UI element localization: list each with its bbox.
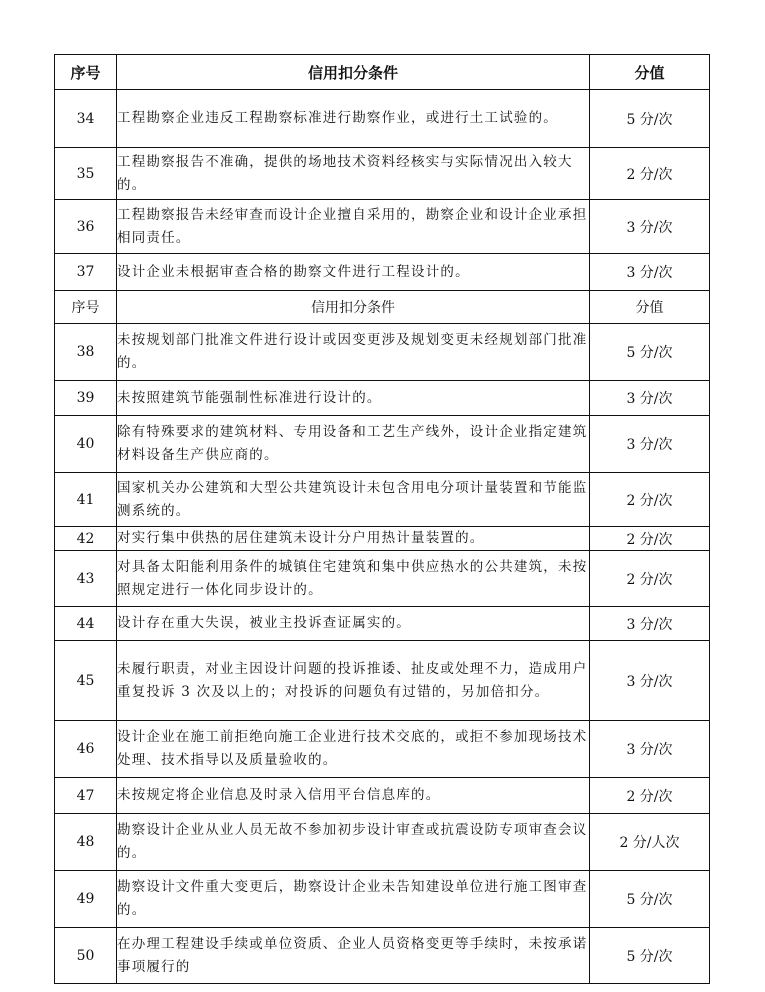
row-score: 5 分/次 (590, 324, 710, 381)
table-row (55, 324, 710, 381)
row-no: 45 (55, 641, 117, 721)
row-no: 42 (55, 527, 117, 551)
table-row (55, 254, 710, 291)
header-no: 序号 (55, 55, 117, 90)
row-condition: 除有特殊要求的建筑材料、专用设备和工艺生产线外，设计企业指定建筑材料设备生产供应商的。 (117, 416, 590, 473)
row-score: 5 分/次 (590, 90, 710, 148)
row-score: 2 分/次 (590, 778, 710, 814)
row-score: 2 分/人次 (590, 814, 710, 871)
table-header-row (55, 55, 710, 90)
row-score: 5 分/次 (590, 928, 710, 984)
row-score: 5 分/次 (590, 871, 710, 928)
table-row (55, 721, 710, 778)
row-condition: 国家机关办公建筑和大型公共建筑设计未包含用电分项计量装置和节能监测系统的。 (117, 473, 590, 527)
row-score: 2 分/次 (590, 473, 710, 527)
table-row (55, 641, 710, 721)
table-row (55, 90, 710, 148)
table-row (55, 607, 710, 641)
row-no: 50 (55, 928, 117, 984)
row-no: 46 (55, 721, 117, 778)
row-score: 2 分/次 (590, 527, 710, 551)
row-no: 35 (55, 148, 117, 200)
row-no: 49 (55, 871, 117, 928)
row-condition: 工程勘察报告未经审查而设计企业擅自采用的，勘察企业和设计企业承担相同责任。 (117, 200, 590, 254)
subheader-score: 分值 (590, 291, 710, 324)
row-no: 47 (55, 778, 117, 814)
table-row (55, 473, 710, 527)
row-condition: 未按照建筑节能强制性标准进行设计的。 (117, 381, 590, 416)
table-row (55, 778, 710, 814)
row-condition: 在办理工程建设手续或单位资质、企业人员资格变更等手续时，未按承诺事项履行的 (117, 928, 590, 984)
row-condition: 设计存在重大失误，被业主投诉查证属实的。 (117, 607, 590, 641)
row-no: 41 (55, 473, 117, 527)
row-condition: 对实行集中供热的居住建筑未设计分户用热计量装置的。 (117, 527, 590, 551)
row-score: 3 分/次 (590, 254, 710, 291)
table-row (55, 381, 710, 416)
row-condition: 勘察设计文件重大变更后，勘察设计企业未告知建设单位进行施工图审查的。 (117, 871, 590, 928)
row-condition: 未按规划部门批准文件进行设计或因变更涉及规划变更未经规划部门批准的。 (117, 324, 590, 381)
header-score: 分值 (590, 55, 710, 90)
row-no: 34 (55, 90, 117, 148)
row-no: 43 (55, 551, 117, 607)
row-score: 2 分/次 (590, 148, 710, 200)
row-no: 37 (55, 254, 117, 291)
row-score: 2 分/次 (590, 551, 710, 607)
row-score: 3 分/次 (590, 416, 710, 473)
row-condition: 工程勘察报告不准确，提供的场地技术资料经核实与实际情况出入较大的。 (117, 148, 590, 200)
row-no: 44 (55, 607, 117, 641)
row-condition: 对具备太阳能利用条件的城镇住宅建筑和集中供应热水的公共建筑，未按照规定进行一体化同步设计的。 (117, 551, 590, 607)
table-row (55, 871, 710, 928)
row-score: 3 分/次 (590, 721, 710, 778)
row-score: 3 分/次 (590, 381, 710, 416)
subheader-condition: 信用扣分条件 (117, 291, 590, 324)
row-condition: 勘察设计企业从业人员无故不参加初步设计审查或抗震设防专项审查会议的。 (117, 814, 590, 871)
row-condition: 工程勘察企业违反工程勘察标准进行勘察作业，或进行土工试验的。 (117, 90, 590, 148)
table-row (55, 814, 710, 871)
header-condition: 信用扣分条件 (117, 55, 590, 90)
table-subheader-row (55, 291, 710, 324)
subheader-no: 序号 (55, 291, 117, 324)
row-condition: 未履行职责，对业主因设计问题的投诉推诿、扯皮或处理不力，造成用户重复投诉 3 次及以上的；对投诉的问题负有过错的，另加倍扣分。 (117, 641, 590, 721)
table-row (55, 416, 710, 473)
row-no: 40 (55, 416, 117, 473)
row-condition: 未按规定将企业信息及时录入信用平台信息库的。 (117, 778, 590, 814)
table-row (55, 527, 710, 551)
row-no: 39 (55, 381, 117, 416)
table-row (55, 200, 710, 254)
credit-deduction-table (54, 54, 710, 984)
row-condition: 设计企业在施工前拒绝向施工企业进行技术交底的，或拒不参加现场技术处理、技术指导以及质量验收的。 (117, 721, 590, 778)
table-row (55, 148, 710, 200)
row-score: 3 分/次 (590, 607, 710, 641)
table-row (55, 928, 710, 984)
row-condition: 设计企业未根据审查合格的勘察文件进行工程设计的。 (117, 254, 590, 291)
row-score: 3 分/次 (590, 641, 710, 721)
row-score: 3 分/次 (590, 200, 710, 254)
row-no: 36 (55, 200, 117, 254)
row-no: 48 (55, 814, 117, 871)
row-no: 38 (55, 324, 117, 381)
table-row (55, 551, 710, 607)
